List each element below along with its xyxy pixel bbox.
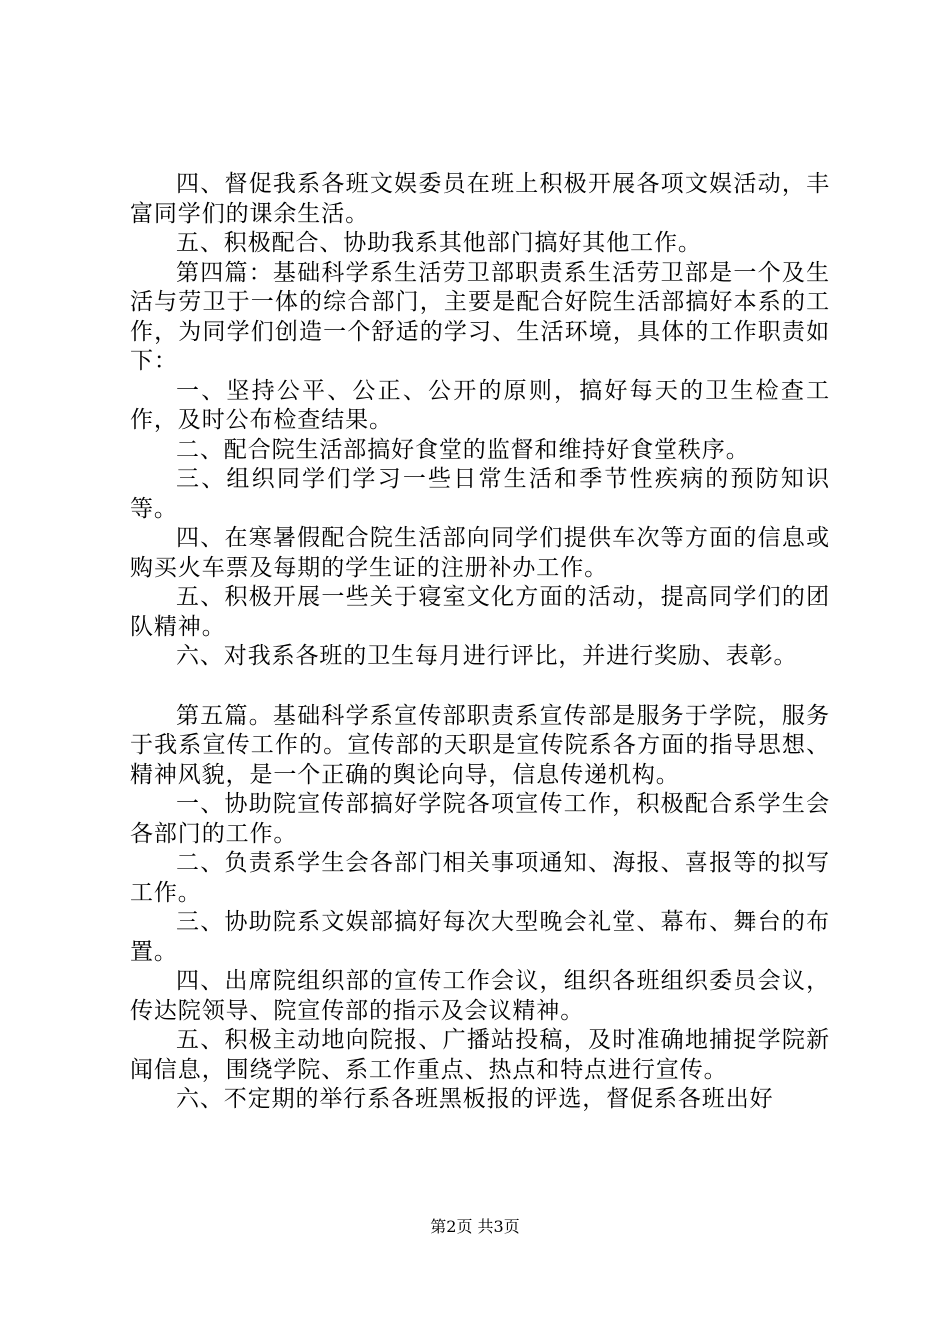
paragraph: 二、配合院生活部搞好食堂的监督和维持好食堂秩序。	[176, 436, 750, 463]
paragraph: 四、出席院组织部的宣传工作会议，组织各班组织委员会议，传达院领导、院宣传部的指示及会议精神。	[130, 968, 830, 1024]
paragraph: 五、积极开展一些关于寝室文化方面的活动，提高同学们的团队精神。	[130, 584, 830, 640]
paragraph: 四、督促我系各班文娱委员在班上积极开展各项文娱活动，丰富同学们的课余生活。	[130, 171, 830, 227]
paragraph: 三、协助院系文娱部搞好每次大型晚会礼堂、幕布、舞台的布置。	[130, 909, 830, 965]
paragraph: 六、不定期的举行系各班黑板报的评选，督促系各班出好	[176, 1086, 774, 1112]
paragraph: 五、积极配合、协助我系其他部门搞好其他工作。	[176, 230, 702, 256]
page-number-footer: 第2页 共3页	[430, 1217, 520, 1236]
paragraph: 三、组织同学们学习一些日常生活和季节性疾病的预防知识等。	[130, 466, 830, 522]
paragraph: 六、对我系各班的卫生每月进行评比，并进行奖励、表彰。	[176, 643, 798, 669]
paragraph: 一、坚持公平、公正、公开的原则，搞好每天的卫生检查工作，及时公布检查结果。	[130, 377, 830, 433]
paragraph: 五、积极主动地向院报、广播站投稿，及时准确地捕捉学院新闻信息，围绕学院、系工作重点、热点和特点进行宣传。	[130, 1027, 830, 1083]
document-body	[130, 170, 830, 1115]
section-heading-paragraph: 第五篇。基础科学系宣传部职责系宣传部是服务于学院，服务于我系宣传工作的。宣传部的天职是宣传院系各方面的指导思想、精神风貌，是一个正确的舆论向导，信息传递机构。	[130, 702, 830, 788]
section-heading-paragraph: 第四篇：基础科学系生活劳卫部职责系生活劳卫部是一个及生活与劳卫于一体的综合部门，主要是配合好院生活部搞好本系的工作，为同学们创造一个舒适的学习、生活环境，具体的工作职责如下：	[130, 259, 830, 374]
paragraph: 二、负责系学生会各部门相关事项通知、海报、喜报等的拟写工作。	[130, 850, 830, 906]
paragraph: 四、在寒暑假配合院生活部向同学们提供车次等方面的信息或购买火车票及每期的学生证的注册补办工作。	[130, 525, 830, 581]
paragraph: 一、协助院宣传部搞好学院各项宣传工作，积极配合系学生会各部门的工作。	[130, 791, 830, 847]
